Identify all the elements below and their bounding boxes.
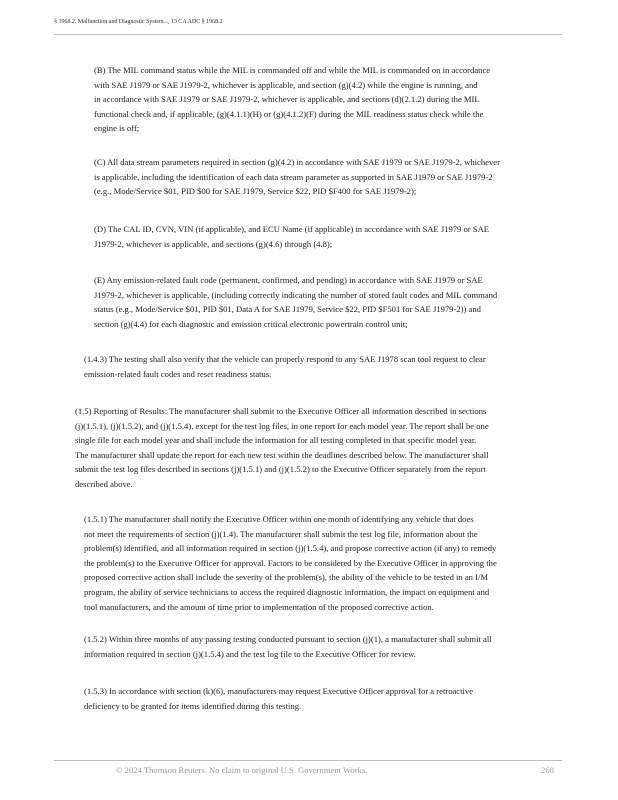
text-line: proposed corrective action shall include the severity of the problem(s), the ability of the vehicle to be tested in an I/M: [84, 572, 489, 583]
text-line: J1979-2, whichever is applicable, and sections (g)(4.6) through (4.8);: [94, 238, 333, 249]
text-line: information required in section (j)(1.5.4) and the test log file to the Executive Officer for review.: [84, 648, 416, 659]
text-line: (E) Any emission-related fault code (permanent, confirmed, and pending) in accordance with SAE J1979 or SAE: [94, 275, 483, 285]
text-line: (1.5.2) Within three months of any passing testing conducted pursuant to section (j)(1), a manufacturer shall submit all: [84, 634, 492, 644]
footer-copyright: © 2024 Thomson Reuters. No claim to original U.S. Government Works.: [116, 765, 368, 775]
text-line: The manufacturer shall update the report for each new test within the deadlines described below. The manufacturer shall: [75, 449, 489, 460]
text-line: in accordance with SAE J1979 or SAE J1979-2, whichever is applicable, and sections (d)(2.1.2) during the MIL: [94, 94, 480, 105]
text-line: not meet the requirements of section (j)(1.4). The manufacturer shall submit the test log file, information about the: [84, 528, 478, 539]
text-line: described above.: [75, 478, 133, 489]
text-line: functional check and, if applicable, (g)(4.1.1)(H) or (g)(4.1.2)(F) during the MIL readiness status check while the: [94, 108, 484, 119]
text-line: J1979-2, whichever is applicable, (including correctly indicating the number of stored fault codes and MIL command: [94, 289, 498, 300]
page-number: 268: [541, 765, 554, 775]
paragraph-e-fault-codes: [94, 273, 497, 331]
text-line: deficiency to be granted for items identified during this testing.: [84, 700, 302, 711]
text-line: (e.g., Mode/Service $01, PID $00 for SAE J1979, Service $22, PID $F400 for SAE J1979-2);: [94, 186, 417, 197]
text-line: single file for each model year and shall include the information for all testing completed in that specific model year.: [75, 435, 477, 446]
header-divider: [54, 34, 562, 35]
paragraph-c-data-stream-parameters: [94, 155, 500, 199]
text-line: with SAE J1979 or SAE J1979-2, whichever is applicable, and section (g)(4.2) while the engine is running, and: [94, 79, 478, 90]
text-line: is applicable, including the identification of each data stream parameter as supported in SAE J1979 or SAE J1979-2: [94, 171, 493, 182]
text-line: submit the test log files described in sections (j)(1.5.1) and (j)(1.5.2) to the Executive Officer separately from the report: [75, 464, 486, 475]
text-line: problem(s) identified, and all information required in section (j)(1.5.4), and propose corrective action (if any) to remedy: [84, 543, 497, 554]
footer-divider: [54, 760, 562, 761]
section-1-4-3: [84, 352, 486, 381]
text-line: (C) All data stream parameters required in section (g)(4.2) in accordance with SAE J1979 or SAE J1979-2, whichever: [94, 157, 500, 167]
text-line: (B) The MIL command status while the MIL is commanded off and while the MIL is commanded on in accordance: [94, 65, 491, 75]
section-1-5-reporting-of-results: [75, 404, 489, 492]
text-line: (1.4.3) The testing shall also verify that the vehicle can properly respond to any SAE J1978 scan tool request to clear: [84, 354, 486, 364]
text-line: (1.5.1) The manufacturer shall notify the Executive Officer within one month of identifying any vehicle that does: [84, 514, 474, 524]
text-line: status (e.g., Mode/Service $01, PID $01, Data A for SAE J1979, Service $22, PID $F501 for SAE J1979-2)) and: [94, 304, 481, 315]
section-1-5-1: [84, 512, 497, 614]
text-line: section (g)(4.4) for each diagnostic and emission critical electronic powertrain control unit;: [94, 318, 408, 329]
paragraph-d-cal-id-cvn-vin: [94, 222, 489, 251]
text-line: emission-related fault codes and reset readiness status.: [84, 368, 272, 379]
text-line: (1.5.3) In accordance with section (k)(6), manufacturers may request Executive Officer approval for a retroactive: [84, 686, 474, 696]
text-line: the problem(s) to the Executive Officer for approval. Factors to be considered by the Executive Officer in approving the: [84, 557, 497, 568]
section-1-5-2: [84, 632, 492, 661]
text-line: program, the ability of service technicians to access the required diagnostic information, the impact on equipment and: [84, 586, 490, 597]
text-line: engine is off;: [94, 123, 140, 134]
text-line: tool manufacturers, and the amount of time prior to implementation of the proposed corrective action.: [84, 601, 434, 612]
paragraph-b-mil-command-status: [94, 63, 490, 136]
text-line: (j)(1.5.1), (j)(1.5.2), and (j)(1.5.4), except for the test log files, in one report for each model year. The report shall be one: [75, 420, 489, 431]
text-line: (1.5) Reporting of Results: The manufacturer shall submit to the Executive Officer all information described in sections: [75, 406, 487, 416]
section-1-5-3: [84, 684, 473, 713]
running-header-citation: § 1968.2. Malfunction and Diagnostic System..., 13 CA ADC § 1968.2: [54, 18, 223, 25]
text-line: (D) The CAL ID, CVN, VIN (if applicable), and ECU Name (if applicable) in accordance with SAE J1979 or SAE: [94, 224, 490, 234]
